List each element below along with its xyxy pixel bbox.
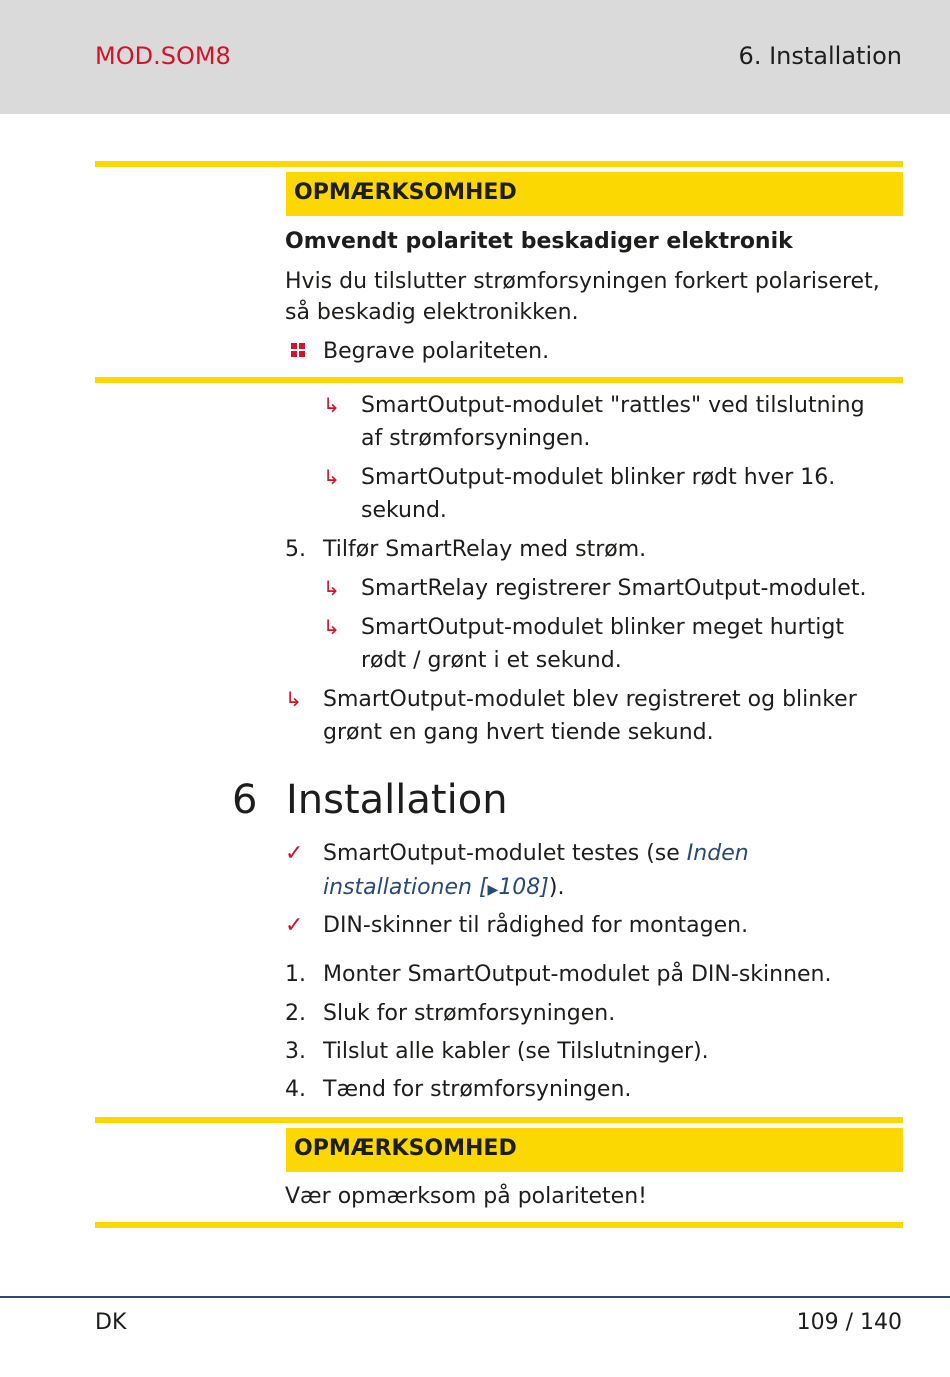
prereq-text: SmartOutput-modulet testes (se (323, 841, 687, 866)
section-number: 6 (232, 777, 258, 823)
brand-title: MOD.SOM8 (95, 42, 231, 70)
return-arrow-icon: ↳ (323, 576, 340, 600)
result-line: rødt / grønt i et sekund. (361, 648, 622, 673)
header-section: 6. Installation (738, 42, 902, 70)
notice-label: OPMÆRKSOMHED (286, 1128, 903, 1172)
return-arrow-icon: ↳ (285, 687, 302, 711)
footer-divider (0, 1296, 950, 1298)
result-line: SmartOutput-modulet blinker meget hurtigt (361, 615, 844, 640)
prereq-line: DIN-skinner til rådighed for montagen. (323, 913, 749, 938)
prereq-line (323, 871, 564, 907)
notice-action: Begrave polariteten. (323, 339, 550, 364)
notice-title: Omvendt polaritet beskadiger elektronik (285, 229, 793, 254)
notice-bottom-bar (95, 1222, 903, 1228)
result-line: SmartOutput-modulet "rattles" ved tilslutning (361, 393, 865, 418)
step-number: 1. (285, 962, 306, 987)
final-result-line: grønt en gang hvert tiende sekund. (323, 720, 714, 745)
step-text: Tænd for strømforsyningen. (323, 1077, 632, 1102)
prereq-link[interactable]: installationen [ (323, 875, 488, 900)
return-arrow-icon: ↳ (323, 465, 340, 489)
step-number: 3. (285, 1039, 306, 1064)
prereq-link[interactable]: Inden (686, 841, 749, 866)
notice-bottom-bar (95, 377, 903, 383)
notice-label: OPMÆRKSOMHED (286, 172, 903, 216)
step-text: Sluk for strømforsyningen. (323, 1001, 616, 1026)
page-number: 109 / 140 (796, 1310, 902, 1335)
final-result-line: SmartOutput-modulet blev registreret og blinker (323, 687, 857, 712)
prereq-text: ). (548, 875, 565, 900)
notice-body-line: Hvis du tilslutter strømforsyningen forkert polariseret, (285, 269, 880, 294)
return-arrow-icon: ↳ (323, 393, 340, 417)
return-arrow-icon: ↳ (323, 615, 340, 639)
prereq-link-page[interactable]: 108] (498, 875, 549, 900)
page-header (0, 0, 950, 114)
result-line: SmartOutput-modulet blinker rødt hver 16. (361, 465, 836, 490)
result-line: af strømforsyningen. (361, 426, 591, 451)
step-text: Monter SmartOutput-modulet på DIN-skinnen. (323, 962, 832, 987)
check-icon: ✓ (285, 841, 304, 866)
triangle-right-icon[interactable]: ▶ (487, 882, 499, 898)
check-icon: ✓ (285, 913, 304, 938)
step-number: 5. (285, 537, 306, 562)
step-number: 4. (285, 1077, 306, 1102)
step-number: 2. (285, 1001, 306, 1026)
step-text: Tilfør SmartRelay med strøm. (323, 537, 647, 562)
prereq-line (323, 837, 749, 870)
result-line: sekund. (361, 498, 447, 523)
notice-top-bar (95, 161, 903, 167)
section-title: Installation (286, 777, 508, 823)
step-text: Tilslut alle kabler (se Tilslutninger). (323, 1039, 709, 1064)
footer-language: DK (95, 1310, 127, 1335)
result-line: SmartRelay registrerer SmartOutput-modulet. (361, 576, 867, 601)
stop-icon (291, 343, 306, 358)
notice-top-bar (95, 1117, 903, 1123)
notice-body-line: så beskadig elektronikken. (285, 300, 579, 325)
notice-body: Vær opmærksom på polariteten! (285, 1184, 647, 1209)
